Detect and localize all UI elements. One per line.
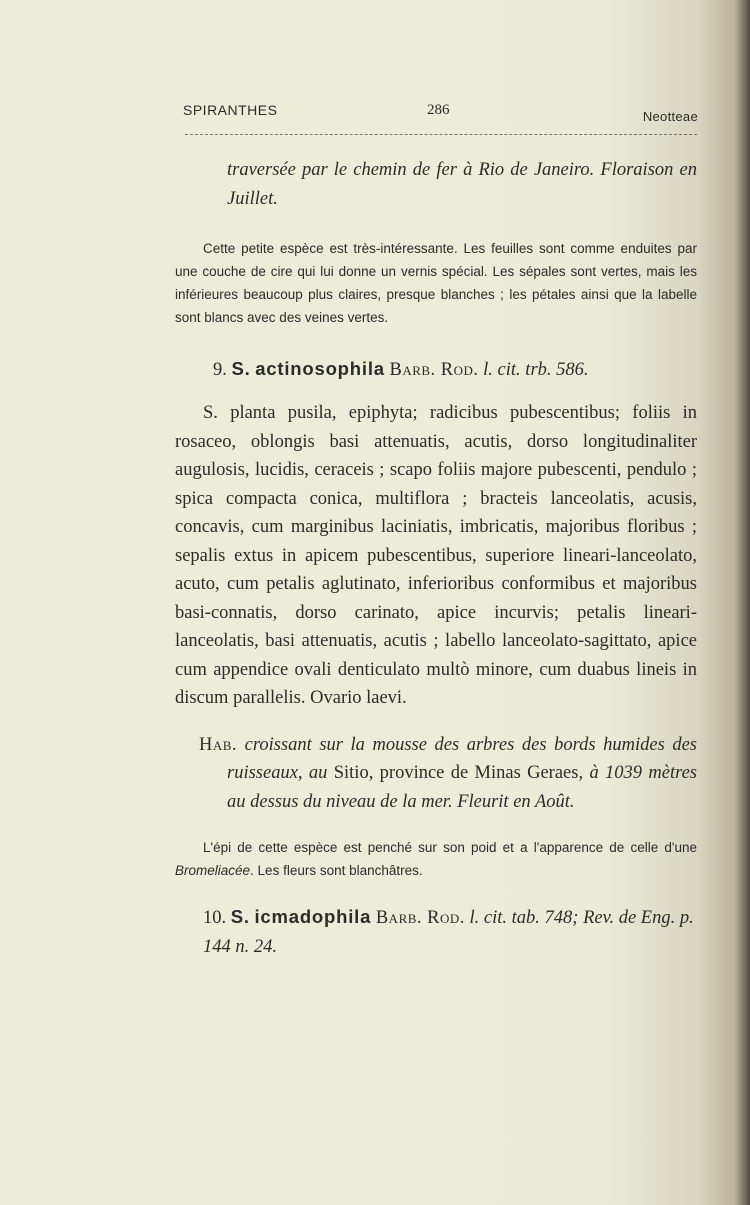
note-paragraph-1: Cette petite espèce est très-intéressante. Les feuilles sont comme enduites par une couche de cire qui lui donne un vernis spécial. Les sépales sont vertes, mais les inférieures beaucoup plus claires, presque blanches ; les pétales ainsi que la labelle sont blancs avec des veines vertes. — [175, 241, 697, 325]
species-9-abbr: S. — [231, 358, 251, 379]
species-9-name: actinosophila — [255, 358, 385, 379]
species-10-abbr: S. — [230, 906, 250, 927]
note-2-text-a: L'épi de cette espèce est penché sur son poid et a l'apparence de celle d'une — [203, 840, 697, 855]
note-2-genus: Bromeliacée — [175, 863, 251, 878]
species-10-heading — [175, 902, 697, 962]
species-10-citation: l. cit. tab. 748; Rev. de Eng. p. 144 n. 24. — [203, 908, 694, 957]
species-9-citation: l. cit. trb. 586. — [483, 360, 589, 380]
habitat-text-1: croissant sur la mousse des arbres des bords humides des ruisseaux, au — [227, 734, 698, 783]
species-9-heading — [175, 354, 697, 385]
running-header — [183, 102, 698, 126]
species-9-description: S. planta pusila, epiphyta; radicibus pubescentibus; foliis in rosaceo, oblongis basi attenuatis, acutis, dorso longitudinaliter augulosis, lucidis, ceraceis ; scapo foliis majore pubescenti, pendulo ; spica compacta conica, multiflora ; bracteis lanceolatis, acusis, concavis, cum marginibus laciniatis, imbricatis, majoribus floribus ; sepalis extus in apicem pubescentibus, superiore lineari-lanceolato, acuto, cum petalis aglutinato, inferioribus conformibus et majoribus basi-connatis, dorso carinato, apice incurvis; petalis lineari-lanceolatis, basi attenuatis, acutis ; labello lanceolato-sagittato, apice cum appendice ovali denticulato multò minore, cum duabus lineis in discum parallelis. Ovario laevi. — [175, 403, 697, 708]
species-10-name: icmadophila — [254, 906, 372, 927]
habitat-place: Sitio, province de Minas Geraes, — [333, 763, 584, 783]
page-content — [175, 156, 697, 962]
species-9-author: Barb. Rod. — [389, 360, 479, 380]
header-genus: SPIRANTHES — [183, 102, 278, 118]
species-9-habitat — [175, 731, 697, 817]
continuation-text: traversée par le chemin de fer à Rio de Janeiro. Floraison en Juillet. — [227, 160, 697, 209]
habitat-label: Hab. — [199, 734, 238, 755]
header-rule — [185, 134, 697, 137]
note-2-text-b: . Les fleurs sont blanchâtres. — [250, 863, 423, 878]
species-10-author: Barb. Rod. — [375, 908, 465, 928]
note-paragraph-2 — [175, 836, 697, 882]
habitat-text-2: à 1039 mètres au dessus du niveau de la mer. Fleurit en Août. — [227, 763, 698, 812]
page-number: 286 — [427, 102, 450, 118]
header-tribe: Neotteae — [642, 109, 698, 124]
species-10-number: 10. — [203, 908, 227, 928]
species-9-number: 9. — [213, 360, 227, 380]
